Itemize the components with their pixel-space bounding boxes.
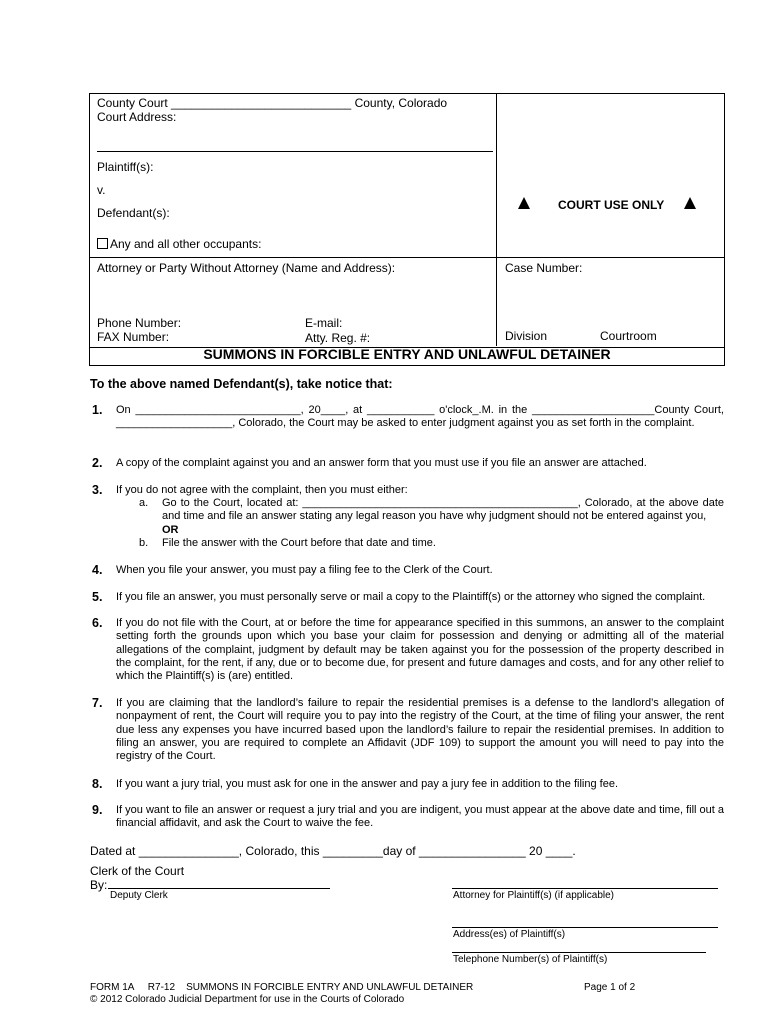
item3-or: OR bbox=[162, 524, 179, 536]
footer-copyright: © 2012 Colorado Judicial Department for use in the Courts of Colorado bbox=[90, 994, 405, 1005]
plaintiff-telephone-label: Telephone Number(s) of Plaintiff(s) bbox=[453, 954, 608, 965]
telephone-line bbox=[452, 952, 706, 953]
county-court-line bbox=[97, 96, 447, 110]
clerk-label: Clerk of the Court bbox=[90, 864, 185, 878]
up-arrow-icon bbox=[684, 197, 696, 212]
footer-form-id: FORM 1A R7-12 SUMMONS IN FORCIBLE ENTRY AND UNLAWFUL DETAINER bbox=[90, 982, 474, 993]
item-text: If you are claiming that the landlord’s failure to repair the residential premises is a defense to the landlord’s allegation of nonpayment of rent, the Court will require you to pay into the registry of the Court, at the time of filing your answer, the rent due less any expenses you have incurred based upon the landlord’s failure to repair the residential premises. In addition to filing an answer, you are required to complete an Affidavit (JDF 109) to support the amount you will need to pay into the registry of the Court. bbox=[116, 697, 724, 763]
court-address-label: Court Address: bbox=[97, 110, 177, 124]
item-number: 8. bbox=[92, 777, 103, 791]
item-number: 3. bbox=[92, 483, 103, 497]
versus-label: v. bbox=[97, 183, 106, 197]
item3-b-text: File the answer with the Court before that date and time. bbox=[162, 537, 436, 549]
item-text: A copy of the complaint against you and an answer form that you must use if you file an answer are attached. bbox=[116, 457, 647, 469]
title-box bbox=[89, 345, 725, 366]
item-number: 2. bbox=[92, 456, 103, 470]
occupants-line bbox=[97, 237, 261, 251]
caption-box bbox=[89, 93, 725, 348]
address-line bbox=[452, 927, 718, 928]
item-number: 5. bbox=[92, 590, 103, 604]
case-number-label: Case Number: bbox=[505, 261, 583, 275]
county-suffix: County, Colorado bbox=[354, 96, 448, 110]
page-title: SUMMONS IN FORCIBLE ENTRY AND UNLAWFUL DETAINER bbox=[203, 346, 611, 362]
item-text: On ___________________________, 20____, at ___________ o'clock_.M. in the ____________________County Court, ___________________, Colorado, the Court may be asked to enter judgment against you as set forth in the complaint. bbox=[116, 404, 724, 430]
occupants-checkbox[interactable] bbox=[97, 238, 108, 249]
item3-b-label: b. bbox=[139, 537, 149, 549]
item-number: 4. bbox=[92, 563, 103, 577]
deputy-clerk-label: Deputy Clerk bbox=[110, 890, 168, 901]
up-arrow-icon bbox=[518, 197, 530, 212]
item-number: 1. bbox=[92, 403, 103, 417]
fax-label: FAX Number: bbox=[97, 330, 170, 344]
court-address-line bbox=[97, 151, 493, 152]
atty-reg-label: Atty. Reg. #: bbox=[305, 331, 371, 345]
dated-line: Dated at _______________, Colorado, this _________day of ________________ 20 ____. bbox=[90, 844, 576, 858]
court-use-only-label: COURT USE ONLY bbox=[558, 198, 665, 212]
division-label: Division bbox=[505, 329, 548, 343]
email-label: E-mail: bbox=[305, 316, 343, 330]
intro-text: To the above named Defendant(s), take notice that: bbox=[90, 377, 393, 391]
item-number: 9. bbox=[92, 803, 103, 817]
item3-a-text: Go to the Court, located at: _____________________________________________, Colorado, at the above date and time and file an answer stating any legal reason you have why judgment should not be entered against you, bbox=[162, 497, 724, 523]
item-text: If you do not agree with the complaint, then you must either: bbox=[116, 484, 408, 496]
phone-label: Phone Number: bbox=[97, 316, 182, 330]
footer-page-number: Page 1 of 2 bbox=[584, 982, 636, 993]
attorney-signature-line bbox=[452, 888, 718, 889]
occupants-label: Any and all other occupants: bbox=[110, 237, 262, 251]
by-label: By: bbox=[90, 878, 108, 892]
item3-a-label: a. bbox=[139, 497, 149, 509]
item-number: 7. bbox=[92, 696, 103, 710]
clerk-signature-line bbox=[108, 888, 330, 889]
item-text: If you do not file with the Court, at or before the time for appearance specified in this summons, an answer to the complaint setting forth the grounds upon which you base your claim for possession and denying or admitting all of the material allegations of the complaint, judgment by default may be taken against you for the possession of the property described in the complaint, for the rent, if any, due or to become due, for present and future damages and costs, and for any other relief to which the Plaintiff(s) is (are) entitled. bbox=[116, 617, 724, 683]
attorney-label: Attorney or Party Without Attorney (Name and Address): bbox=[97, 261, 396, 275]
plaintiffs-label: Plaintiff(s): bbox=[97, 160, 154, 174]
item-text: If you file an answer, you must personally serve or mail a copy to the Plaintiff(s) or the attorney who signed the complaint. bbox=[116, 591, 706, 603]
item-text: If you want a jury trial, you must ask for one in the answer and pay a jury fee in addition to the filing fee. bbox=[116, 778, 618, 790]
attorney-for-plaintiff-label: Attorney for Plaintiff(s) (if applicable) bbox=[453, 890, 614, 901]
defendants-label: Defendant(s): bbox=[97, 206, 170, 220]
county-court-label: County Court ___________________________ bbox=[97, 96, 352, 110]
caption-divider bbox=[496, 93, 497, 346]
courtroom-label: Courtroom bbox=[600, 329, 657, 343]
item-text: If you want to file an answer or request a jury trial and you are indigent, you must appear at the above date and time, fill out a financial affidavit, and ask the Court to waive the fee. bbox=[116, 804, 724, 830]
item-number: 6. bbox=[92, 616, 103, 630]
plaintiff-address-label: Address(es) of Plaintiff(s) bbox=[453, 929, 566, 940]
caption-rule bbox=[89, 257, 725, 258]
item-text: When you file your answer, you must pay a filing fee to the Clerk of the Court. bbox=[116, 564, 493, 576]
